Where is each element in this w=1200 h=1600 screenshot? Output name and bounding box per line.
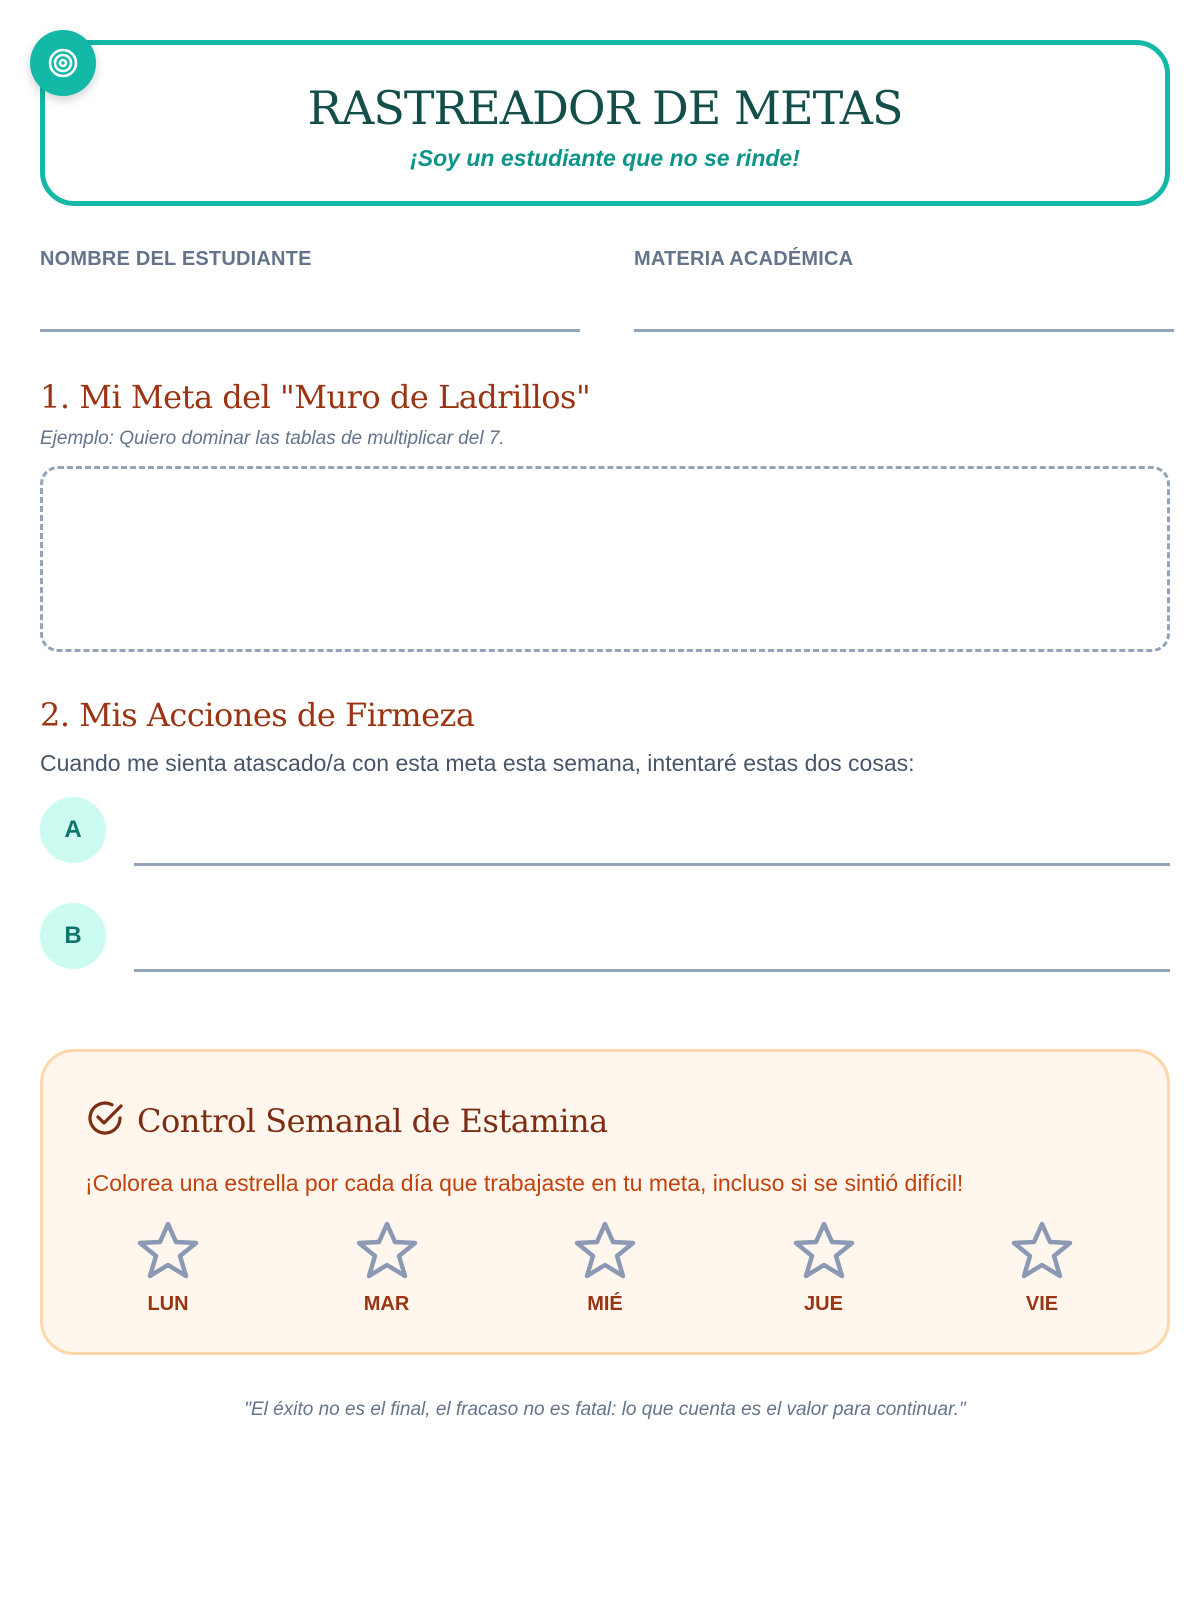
day-thursday <box>769 1220 879 1316</box>
day-label: JUE <box>804 1293 843 1315</box>
action-item-b <box>40 903 1170 1009</box>
student-info <box>40 248 1170 378</box>
star-icon[interactable] <box>354 1220 420 1287</box>
section2-title: 2. Mis Acciones de Firmeza <box>40 696 475 734</box>
day-monday <box>113 1220 223 1316</box>
star-icon[interactable] <box>791 1220 857 1287</box>
subject-field <box>634 248 1174 332</box>
section1-title: 1. Mi Meta del "Muro de Ladrillos" <box>40 378 591 416</box>
stamina-instructions: ¡Colorea una estrella por cada día que trabajaste en tu meta, incluso si se sintió difícil! <box>85 1170 964 1196</box>
star-icon[interactable] <box>1009 1220 1075 1287</box>
header-card <box>40 40 1170 206</box>
goal-writing-box[interactable] <box>40 466 1170 652</box>
student-name-field <box>40 248 580 332</box>
action-letter-b: B <box>40 903 106 969</box>
day-tuesday <box>332 1220 442 1316</box>
day-wednesday <box>550 1220 660 1316</box>
day-label: MAR <box>363 1293 410 1315</box>
section2-instructions: Cuando me sienta atascado/a con esta meta esta semana, intentaré estas dos cosas: <box>40 750 915 776</box>
day-label: LUN <box>147 1293 189 1315</box>
star-icon[interactable] <box>135 1220 201 1287</box>
student-name-label: NOMBRE DEL ESTUDIANTE <box>40 248 312 270</box>
subject-line[interactable] <box>634 329 1174 332</box>
day-friday <box>987 1220 1097 1316</box>
section1-example: Ejemplo: Quiero dominar las tablas de multiplicar del 7. <box>40 428 505 449</box>
page-title: RASTREADOR DE METAS <box>307 81 903 135</box>
day-label: MIÉ <box>587 1293 623 1315</box>
star-icon[interactable] <box>572 1220 638 1287</box>
student-name-line[interactable] <box>40 329 580 332</box>
stamina-title: Control Semanal de Estamina <box>137 1101 608 1140</box>
day-label: VIE <box>1025 1293 1059 1315</box>
action-letter-a: A <box>40 797 106 863</box>
target-icon <box>30 30 96 96</box>
stamina-box <box>40 1049 1170 1355</box>
goal-tracker-page <box>40 40 1170 1421</box>
subject-label: MATERIA ACADÉMICA <box>634 248 854 270</box>
action-item-a <box>40 797 1170 903</box>
action-line-a[interactable] <box>134 863 1170 866</box>
weekday-stars <box>113 1220 1097 1316</box>
action-line-b[interactable] <box>134 969 1170 972</box>
stamina-header <box>85 1098 608 1143</box>
check-circle-icon <box>85 1098 125 1143</box>
footer-quote: "El éxito no es el final, el fracaso no es fatal: lo que cuenta es el valor para continuar." <box>244 1399 966 1420</box>
page-subtitle: ¡Soy un estudiante que no se rinde! <box>410 145 800 171</box>
